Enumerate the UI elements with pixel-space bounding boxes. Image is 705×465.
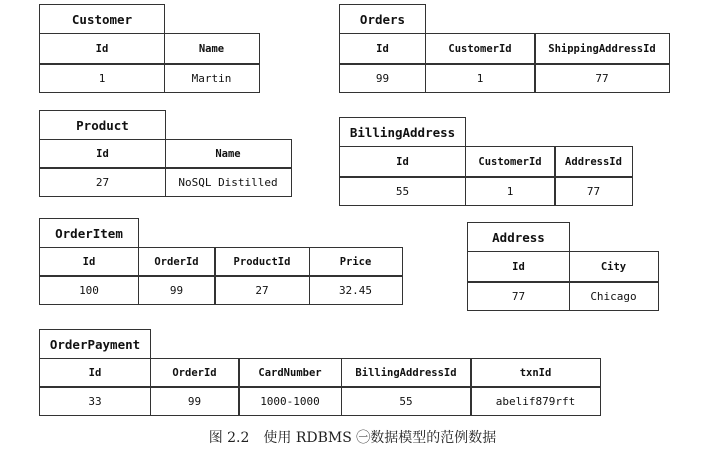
column-header: CardNumber	[238, 358, 342, 388]
table-name: OrderItem	[39, 218, 139, 248]
table-cell: 99	[339, 63, 426, 93]
table-cell: 55	[339, 176, 466, 206]
table-name: Product	[39, 110, 166, 140]
column-header: ProductId	[214, 247, 310, 277]
header-row	[339, 34, 670, 65]
table-row	[39, 65, 260, 94]
column-header: Id	[339, 146, 466, 178]
column-header: BillingAddressId	[341, 358, 472, 388]
header-row	[467, 252, 659, 283]
table-row	[339, 65, 670, 94]
column-header: Price	[309, 247, 403, 277]
table-name: Address	[467, 222, 570, 252]
table-cell: 1	[465, 176, 556, 206]
column-header: AddressId	[554, 146, 633, 178]
table-row	[39, 388, 601, 417]
table-cell: abelif879rft	[470, 386, 601, 416]
table-row	[39, 169, 292, 198]
header-row	[39, 34, 260, 65]
column-header: OrderId	[150, 358, 240, 388]
column-header: Id	[339, 33, 426, 65]
column-header: Id	[39, 247, 139, 277]
column-header: ShippingAddressId	[534, 33, 670, 65]
table-name: BillingAddress	[339, 117, 466, 147]
table-cell: NoSQL Distilled	[165, 167, 292, 197]
table-cell: 99	[138, 275, 216, 305]
table-cell: 55	[341, 386, 472, 416]
table-name: OrderPayment	[39, 329, 151, 359]
header-row	[39, 359, 601, 388]
header-row	[339, 147, 633, 178]
table-cell: 1	[39, 63, 165, 93]
table-name: Orders	[339, 4, 426, 34]
table-cell: Martin	[164, 63, 260, 93]
figure-caption: 图 2.2 使用 RDBMS ㊀数据模型的范例数据	[208, 430, 497, 446]
table-cell: 100	[39, 275, 139, 305]
table-cell: Chicago	[569, 281, 659, 311]
column-header: Id	[467, 251, 570, 283]
table-cell: 1	[425, 63, 536, 93]
column-header: Id	[39, 358, 151, 388]
column-header: Id	[39, 33, 165, 65]
table-row	[39, 277, 403, 306]
header-row	[39, 248, 403, 277]
column-header: Name	[165, 139, 292, 169]
column-header: City	[569, 251, 659, 283]
header-row	[39, 140, 292, 169]
table-cell: 1000-1000	[238, 386, 342, 416]
column-header: CustomerId	[425, 33, 536, 65]
table-cell: 99	[150, 386, 240, 416]
column-header: CustomerId	[465, 146, 556, 178]
table-cell: 27	[39, 167, 166, 197]
table-cell: 32.45	[309, 275, 403, 305]
table-row	[339, 178, 633, 207]
table-cell: 77	[467, 281, 570, 311]
column-header: Name	[164, 33, 260, 65]
column-header: Id	[39, 139, 166, 169]
table-cell: 77	[554, 176, 633, 206]
table-name: Customer	[39, 4, 165, 34]
table-cell: 33	[39, 386, 151, 416]
table-row	[467, 283, 659, 312]
column-header: OrderId	[138, 247, 216, 277]
table-cell: 27	[214, 275, 310, 305]
column-header: txnId	[470, 358, 601, 388]
table-cell: 77	[534, 63, 670, 93]
